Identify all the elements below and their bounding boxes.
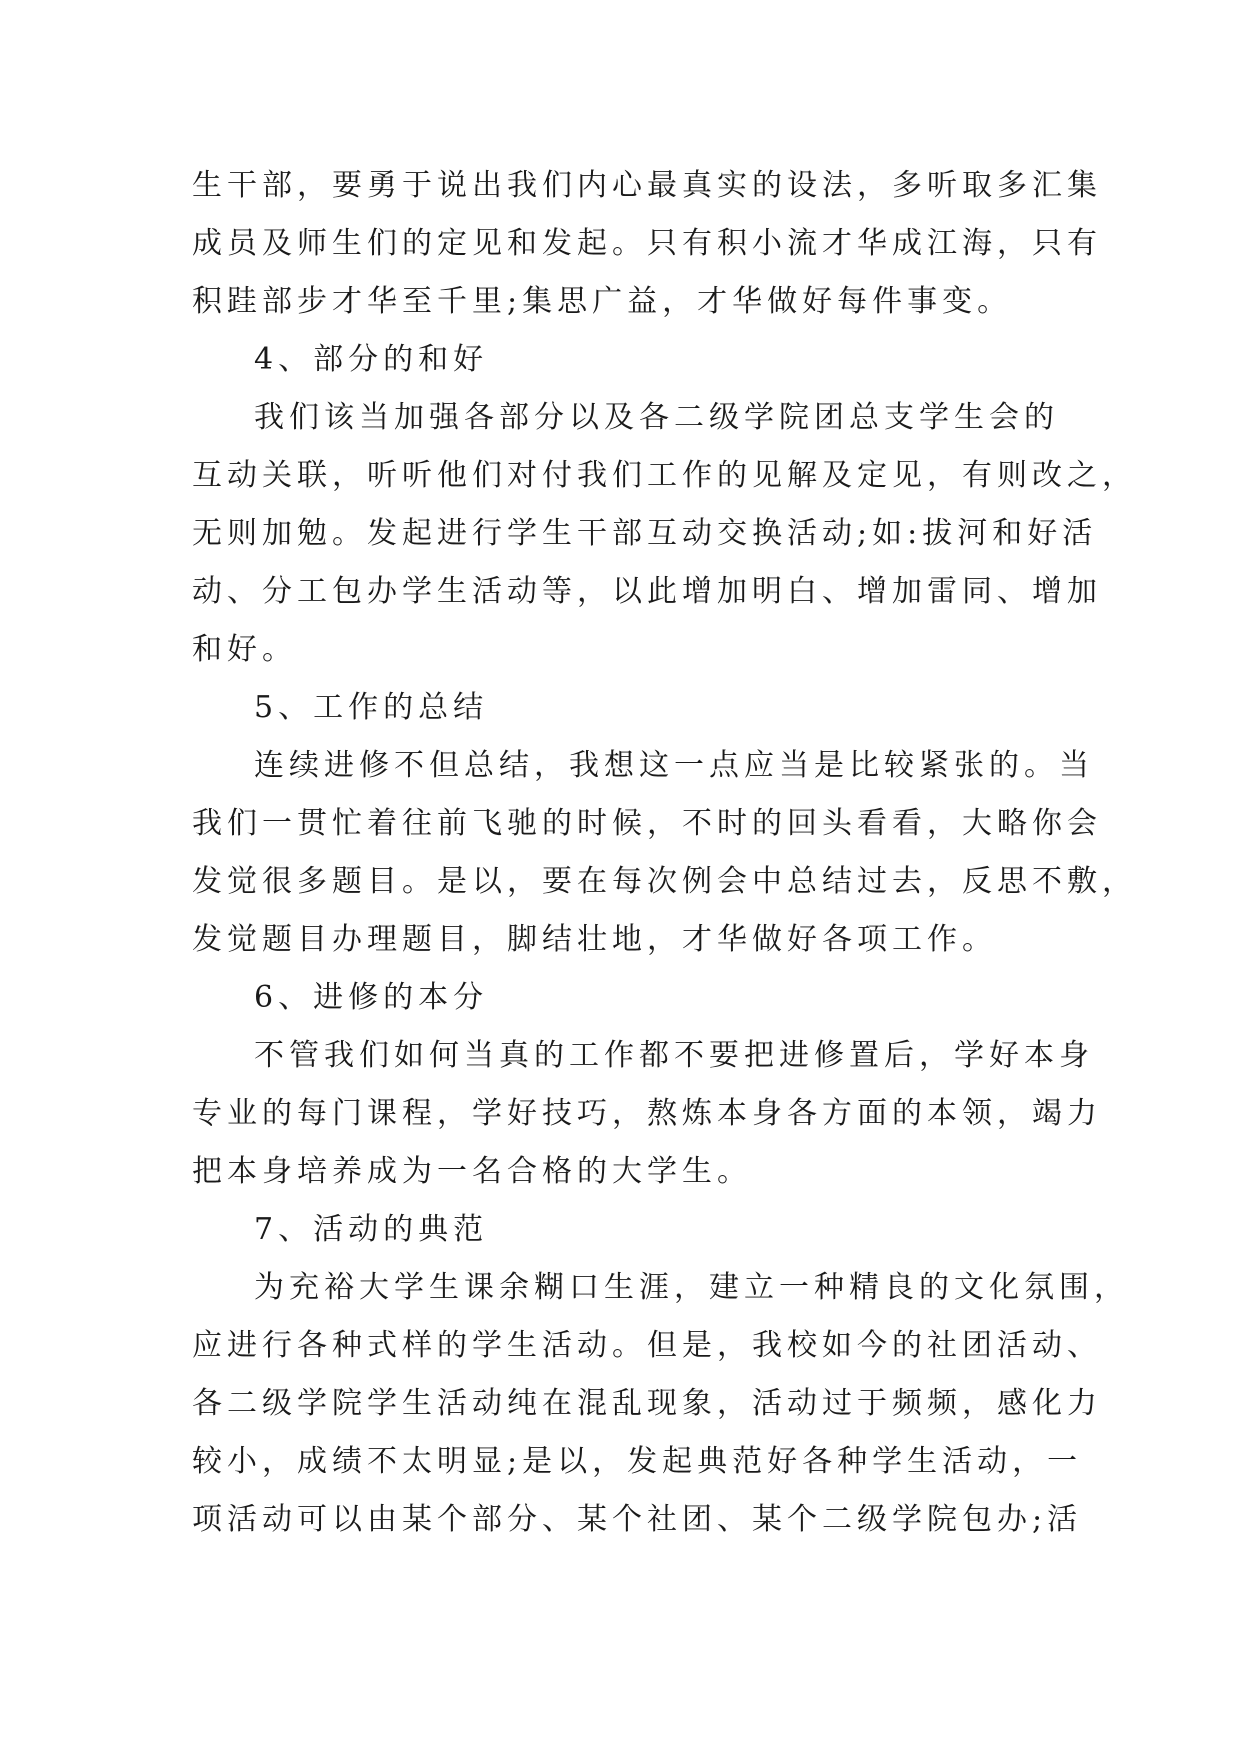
- document-body: [192, 157, 1137, 1549]
- text-line: 和好。: [192, 632, 297, 667]
- paragraph-7: [192, 1259, 1129, 1549]
- text-line: 各二级学院学生活动纯在混乱现象，活动过于频频，感化力: [192, 1386, 1102, 1421]
- section-heading-4: 4、部分的和好: [254, 342, 489, 377]
- text-line: 发觉很多题目。是以，要在每次例会中总结过去，反思不敷，: [192, 864, 1137, 899]
- text-line: 积跬部步才华至千里;集思广益，才华做好每件事变。: [192, 284, 1013, 319]
- continuation-paragraph: [192, 157, 1102, 331]
- text-line: 专业的每门课程，学好技巧，熬炼本身各方面的本领，竭力: [192, 1096, 1102, 1131]
- text-line: 应进行各种式样的学生活动。但是，我校如今的社团活动、: [192, 1328, 1102, 1363]
- text-line: 无则加勉。发起进行学生干部互动交换活动;如:拔河和好活: [192, 516, 1098, 551]
- paragraph-6: [192, 1027, 1102, 1201]
- text-line: 发觉题目办理题目，脚结壮地，才华做好各项工作。: [192, 922, 997, 957]
- section-heading-7: 7、活动的典范: [254, 1212, 489, 1247]
- text-line: 成员及师生们的定见和发起。只有积小流才华成江海，只有: [192, 226, 1102, 261]
- paragraph-5: [192, 737, 1137, 969]
- text-line: 动、分工包办学生活动等，以此增加明白、增加雷同、增加: [192, 574, 1102, 609]
- paragraph-4: [192, 389, 1137, 679]
- text-line: 我们一贯忙着往前飞驰的时候，不时的回头看看，大略你会: [192, 806, 1102, 841]
- text-line: 生干部，要勇于说出我们内心最真实的设法，多听取多汇集: [192, 168, 1102, 203]
- section-heading-5: 5、工作的总结: [254, 690, 489, 725]
- text-line: 不管我们如何当真的工作都不要把进修置后，学好本身: [254, 1038, 1094, 1073]
- text-line: 互动关联，听听他们对付我们工作的见解及定见，有则改之，: [192, 458, 1137, 493]
- text-line: 较小，成绩不太明显;是以，发起典范好各种学生活动，一: [192, 1444, 1083, 1479]
- text-line: 项活动可以由某个部分、某个社团、某个二级学院包办;活: [192, 1502, 1083, 1537]
- text-line: 为充裕大学生课余糊口生涯，建立一种精良的文化氛围，: [254, 1270, 1129, 1305]
- text-line: 我们该当加强各部分以及各二级学院团总支学生会的: [254, 400, 1059, 435]
- text-line: 连续进修不但总结，我想这一点应当是比较紧张的。当: [254, 748, 1094, 783]
- text-line: 把本身培养成为一名合格的大学生。: [192, 1154, 752, 1189]
- section-heading-6: 6、进修的本分: [254, 980, 489, 1015]
